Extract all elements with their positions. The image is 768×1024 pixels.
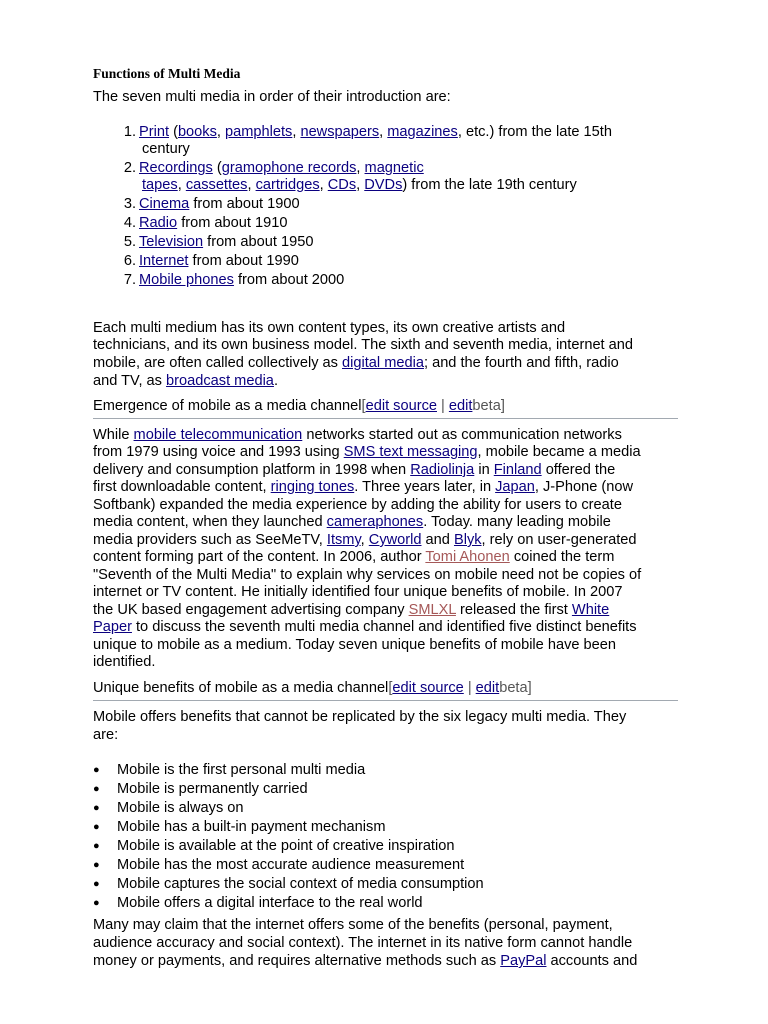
link-japan[interactable]: Japan	[495, 479, 535, 495]
text: from about 1950	[203, 234, 314, 250]
text: to discuss the seventh multi media channel and identified five distinct benefits	[131, 619, 637, 635]
link-television[interactable]: Television	[139, 234, 204, 250]
link-broadcast-media[interactable]: broadcast media	[166, 373, 274, 389]
link-cameraphones[interactable]: cameraphones	[326, 514, 424, 530]
section-heading	[93, 680, 532, 698]
paragraph-line	[93, 355, 619, 373]
link-books[interactable]: books	[177, 124, 217, 140]
benefit-text: Mobile captures the social context of media consumption	[117, 876, 484, 892]
list-item-continuation: century	[142, 141, 190, 157]
page-title: Functions of Multi Media	[93, 66, 241, 81]
list-number: 5.	[123, 234, 136, 250]
section-heading	[93, 398, 505, 416]
link-magazines[interactable]: magazines	[387, 124, 458, 140]
link-tomi-ahonen[interactable]: Tomi Ahonen	[425, 549, 510, 565]
list-number: 1.	[123, 124, 136, 140]
text: . Today. many leading mobile	[423, 514, 611, 530]
benefit-text: Mobile is the first personal multi media	[117, 762, 366, 778]
text: ) from the late 19th century	[402, 177, 577, 193]
text: ,	[379, 124, 388, 140]
list-number: 3.	[123, 196, 136, 212]
paragraph-line	[93, 462, 615, 480]
link-blyk[interactable]: Blyk	[453, 532, 482, 548]
section-divider	[93, 700, 678, 701]
text: accounts and	[546, 953, 638, 969]
text: delivery and consumption platform in 1998 when	[93, 462, 411, 478]
text: and TV, as	[93, 373, 167, 389]
link-sms-text-messaging[interactable]: SMS text messaging	[343, 444, 478, 460]
bracket: [	[361, 398, 366, 414]
text: networks started out as communication networks	[302, 427, 622, 443]
edit-source-link[interactable]: edit source	[365, 398, 437, 414]
paragraph-line	[93, 514, 611, 532]
link-internet[interactable]: Internet	[139, 253, 189, 269]
link-cassettes[interactable]: cassettes	[185, 177, 248, 193]
text: from 1979 using voice and 1993 using	[93, 444, 344, 460]
text: the UK based engagement advertising company	[93, 602, 409, 618]
link-digital-media[interactable]: digital media	[342, 355, 424, 371]
link-gramophone-records[interactable]: gramophone records	[221, 160, 357, 176]
paragraph-line: are:	[93, 727, 119, 743]
text: ,	[292, 124, 301, 140]
link-magnetic-tapes[interactable]: magnetic	[364, 160, 424, 176]
bullet-icon: ●	[93, 802, 100, 814]
text: ,	[360, 532, 369, 548]
paragraph-line: Softbank) expanded the media experience by adding the ability for users to create	[93, 497, 622, 513]
link-cartridges[interactable]: cartridges	[255, 177, 320, 193]
text: ,	[356, 177, 365, 193]
edit-source-link[interactable]: edit source	[392, 680, 464, 696]
edit-link[interactable]: edit	[448, 398, 473, 414]
text: , etc.) from the late 15th	[457, 124, 612, 140]
text: first downloadable content,	[93, 479, 271, 495]
paragraph-line	[93, 532, 637, 550]
link-mobile-phones[interactable]: Mobile phones	[139, 272, 234, 288]
bullet-icon: ●	[93, 783, 100, 795]
link-magnetic-tapes[interactable]: tapes	[142, 177, 178, 193]
paragraph-line	[93, 602, 609, 620]
section-title: Unique benefits of mobile as a media channel	[93, 680, 389, 696]
text: and	[421, 532, 454, 548]
link-cyworld[interactable]: Cyworld	[368, 532, 422, 548]
text: offered the	[541, 462, 616, 478]
text: released the first	[455, 602, 572, 618]
text: ; and the fourth and fifth, radio	[423, 355, 619, 371]
link-radio[interactable]: Radio	[139, 215, 178, 231]
link-white-paper[interactable]: Paper	[93, 619, 132, 635]
list-number: 4.	[123, 215, 136, 231]
text: content forming part of the content. In 2006, author	[93, 549, 426, 565]
beta-label: beta	[472, 398, 501, 414]
link-pamphlets[interactable]: pamphlets	[225, 124, 293, 140]
paragraph-line: Mobile offers benefits that cannot be replicated by the six legacy multi media. They	[93, 709, 627, 725]
link-paypal[interactable]: PayPal	[500, 953, 547, 969]
text: ,	[177, 177, 186, 193]
text: from about 1900	[189, 196, 300, 212]
list-number: 7.	[123, 272, 136, 288]
text: , rely on user-generated	[481, 532, 637, 548]
bullet-icon: ●	[93, 878, 100, 890]
link-white-paper[interactable]: White	[571, 602, 610, 618]
paragraph-line: technicians, and its own business model. The sixth and seventh media, internet and	[93, 337, 634, 353]
text: money or payments, and requires alternative methods such as	[93, 953, 501, 969]
paragraph-line: Each multi medium has its own content types, its own creative artists and	[93, 320, 566, 336]
benefit-text: Mobile offers a digital interface to the real world	[117, 895, 423, 911]
paragraph-line	[93, 427, 622, 445]
separator: |	[463, 680, 476, 696]
bracket: ]	[527, 680, 532, 696]
section-divider	[93, 418, 678, 419]
paragraph-line: Many may claim that the internet offers some of the benefits (personal, payment,	[93, 917, 613, 933]
text: media content, when they launched	[93, 514, 327, 530]
link-mobile-telecommunication[interactable]: mobile telecommunication	[133, 427, 303, 443]
bracket: ]	[500, 398, 505, 414]
text: (	[212, 160, 222, 176]
link-itsmy[interactable]: Itsmy	[326, 532, 361, 548]
link-ringing-tones[interactable]: ringing tones	[270, 479, 355, 495]
paragraph-line: "Seventh of the Multi Media" to explain why services on mobile need not be copies of	[93, 567, 642, 583]
paragraph-line	[93, 444, 641, 462]
benefit-text: Mobile is permanently carried	[117, 781, 308, 797]
bullet-icon: ●	[93, 821, 100, 833]
text: ,	[356, 160, 365, 176]
paragraph-line	[93, 479, 633, 497]
benefit-text: Mobile has a built-in payment mechanism	[117, 819, 386, 835]
paragraph-line	[93, 953, 637, 971]
text: from about 2000	[233, 272, 345, 288]
list-number: 6.	[123, 253, 136, 269]
text: , mobile became a media	[477, 444, 641, 460]
paragraph-line: identified.	[93, 654, 156, 670]
link-newspapers[interactable]: newspapers	[300, 124, 380, 140]
text: in	[474, 462, 494, 478]
link-finland[interactable]: Finland	[493, 462, 542, 478]
text: from about 1910	[177, 215, 288, 231]
paragraph-line: internet or TV content. He initially identified four unique benefits of mobile. In 2007	[93, 584, 623, 600]
bullet-icon: ●	[93, 897, 100, 909]
link-radiolinja[interactable]: Radiolinja	[410, 462, 475, 478]
bullet-icon: ●	[93, 859, 100, 871]
edit-link[interactable]: edit	[475, 680, 500, 696]
text: mobile, are often called collectively as	[93, 355, 343, 371]
benefit-text: Mobile has the most accurate audience measurement	[117, 857, 465, 873]
link-print[interactable]: Print	[139, 124, 170, 140]
benefit-text: Mobile is available at the point of creative inspiration	[117, 838, 455, 854]
text: While	[93, 427, 134, 443]
link-dvds[interactable]: DVDs	[364, 177, 403, 193]
paragraph-line	[93, 549, 614, 567]
text: from about 1990	[188, 253, 299, 269]
text: ,	[247, 177, 256, 193]
text: .	[273, 373, 278, 389]
list-number: 2.	[123, 160, 136, 176]
separator: |	[436, 398, 449, 414]
text: . Three years later, in	[354, 479, 496, 495]
text: media providers such as SeeMeTV,	[93, 532, 327, 548]
list-item-continuation	[142, 177, 577, 195]
text: (	[169, 124, 178, 140]
paragraph-line: unique to mobile as a medium. Today seven unique benefits of mobile have been	[93, 637, 617, 653]
text: coined the term	[509, 549, 615, 565]
text: ,	[319, 177, 328, 193]
intro-text: The seven multi media in order of their introduction are:	[93, 89, 451, 105]
paragraph-line: audience accuracy and social context). The internet in its native form cannot handle	[93, 935, 633, 951]
beta-label: beta	[499, 680, 528, 696]
bracket: [	[388, 680, 393, 696]
text: ,	[216, 124, 225, 140]
link-cds[interactable]: CDs	[327, 177, 357, 193]
bullet-icon: ●	[93, 764, 100, 776]
benefit-text: Mobile is always on	[117, 800, 244, 816]
paragraph-line	[93, 619, 637, 637]
link-cinema[interactable]: Cinema	[139, 196, 190, 212]
link-smlxl[interactable]: SMLXL	[408, 602, 456, 618]
link-recordings[interactable]: Recordings	[139, 160, 213, 176]
bullet-icon: ●	[93, 840, 100, 852]
section-title: Emergence of mobile as a media channel	[93, 398, 362, 414]
text: , J-Phone (now	[534, 479, 634, 495]
paragraph-line	[93, 373, 278, 391]
